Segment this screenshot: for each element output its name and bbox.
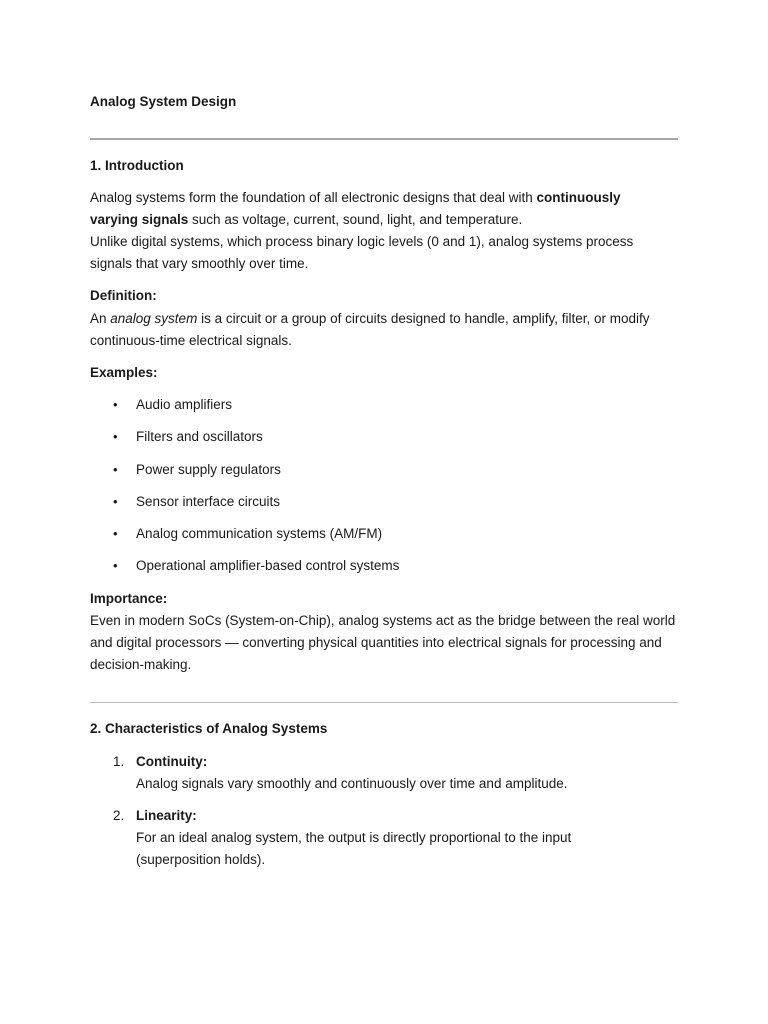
- characteristic-label: Continuity:: [136, 754, 208, 769]
- intro-text: Analog systems form the foundation of all electronic designs that deal with: [90, 190, 537, 205]
- bullet-icon: •: [113, 558, 118, 573]
- intro-paragraph-line: [90, 187, 621, 209]
- list-item: Analog communication systems (AM/FM): [136, 526, 383, 541]
- list-number: 2.: [113, 808, 125, 823]
- horizontal-divider: [90, 138, 678, 140]
- list-item: Filters and oscillators: [136, 429, 263, 444]
- intro-bold-text: varying signals: [90, 212, 189, 227]
- intro-paragraph-line: signals that vary smoothly over time.: [90, 256, 309, 271]
- characteristic-text-line: Analog signals vary smoothly and continuously over time and amplitude.: [136, 776, 568, 791]
- list-item: Audio amplifiers: [136, 397, 233, 412]
- document-title: Analog System Design: [90, 94, 237, 109]
- intro-text: such as voltage, current, sound, light, and temperature.: [188, 212, 523, 227]
- definition-text: An: [90, 311, 111, 326]
- list-item: Power supply regulators: [136, 462, 281, 477]
- importance-label: Importance:: [90, 591, 168, 606]
- characteristic-text-line: (superposition holds).: [136, 852, 266, 867]
- section-heading-characteristics: 2. Characteristics of Analog Systems: [90, 721, 328, 736]
- definition-italic-term: analog system: [110, 311, 198, 326]
- intro-bold-text: continuously: [536, 190, 621, 205]
- intro-paragraph-line: Unlike digital systems, which process binary logic levels (0 and 1), analog systems process: [90, 234, 634, 249]
- characteristic-text-line: For an ideal analog system, the output is directly proportional to the input: [136, 830, 572, 845]
- section-heading-introduction: 1. Introduction: [90, 158, 184, 173]
- bullet-icon: •: [113, 462, 118, 477]
- definition-label: Definition:: [90, 288, 157, 303]
- definition-text-line: [90, 308, 650, 330]
- bullet-icon: •: [113, 526, 118, 541]
- bullet-icon: •: [113, 429, 118, 444]
- bullet-icon: •: [113, 494, 118, 509]
- importance-text-line: decision-making.: [90, 657, 192, 672]
- importance-text-line: Even in modern SoCs (System-on-Chip), analog systems act as the bridge between the real world: [90, 613, 676, 628]
- definition-text-line: continuous-time electrical signals.: [90, 333, 292, 348]
- list-item: Operational amplifier-based control systems: [136, 558, 400, 573]
- characteristic-label: Linearity:: [136, 808, 197, 823]
- bullet-icon: •: [113, 397, 118, 412]
- list-number: 1.: [113, 754, 125, 769]
- examples-label: Examples:: [90, 365, 158, 380]
- importance-text-line: and digital processors — converting physical quantities into electrical signals for processing and: [90, 635, 662, 650]
- intro-paragraph-line: [90, 209, 522, 231]
- list-item: Sensor interface circuits: [136, 494, 281, 509]
- definition-text: is a circuit or a group of circuits designed to handle, amplify, filter, or modify: [197, 311, 650, 326]
- horizontal-divider: [90, 702, 678, 703]
